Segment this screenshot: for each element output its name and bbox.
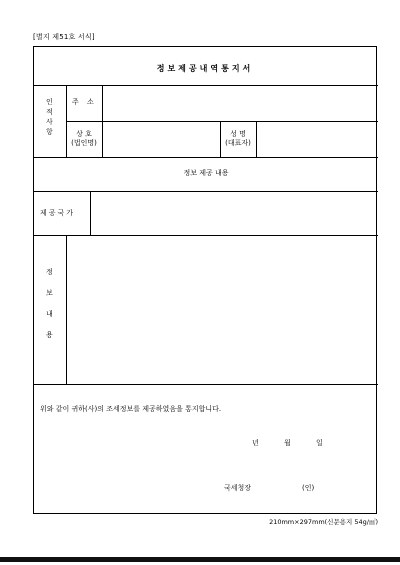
divider	[34, 85, 378, 86]
business-name-sublabel: (법인명)	[71, 139, 97, 147]
address-label: 주 소	[72, 98, 97, 106]
label-char: 내	[46, 310, 53, 318]
bottom-bar	[0, 557, 400, 562]
date-month-label: 월	[284, 439, 291, 447]
info-provided-header: 정보 제공 내용	[183, 169, 229, 177]
label-char: 사	[46, 118, 53, 126]
label-char: 적	[46, 108, 53, 116]
divider	[34, 191, 378, 192]
name-sublabel: (대표자)	[225, 139, 251, 147]
recipient-country-label: 제공국가	[40, 209, 76, 217]
notice-sentence: 위와 같이 귀하(사)의 조세정보를 제공하였음을 통지합니다.	[40, 405, 222, 413]
seal-label: (인)	[302, 484, 315, 492]
divider	[90, 191, 91, 235]
commissioner-label: 국세청장	[224, 484, 252, 492]
date-year-label: 년	[252, 439, 259, 447]
form-label: [별지 제51호 서식]	[33, 33, 95, 41]
divider	[66, 121, 378, 122]
label-char: 항	[46, 128, 53, 136]
personal-info-label	[46, 99, 53, 136]
form-title: 정보제공내역통지서	[156, 64, 254, 73]
label-char: 보	[46, 289, 53, 297]
divider	[66, 235, 67, 384]
info-content-label	[46, 269, 53, 339]
divider	[34, 235, 378, 236]
divider	[256, 121, 257, 157]
divider	[34, 384, 378, 385]
business-name-label: 상 호	[76, 130, 92, 138]
notification-form	[33, 46, 377, 514]
label-char: 용	[46, 331, 53, 339]
date-day-label: 일	[316, 439, 323, 447]
label-char: 정	[46, 268, 53, 276]
label-char: 인	[46, 98, 53, 106]
name-label: 성 명	[230, 130, 246, 138]
divider	[102, 85, 103, 157]
paper-spec: 210mm×297mm(신문용지 54g/㎡)	[269, 518, 378, 526]
divider	[34, 157, 378, 158]
